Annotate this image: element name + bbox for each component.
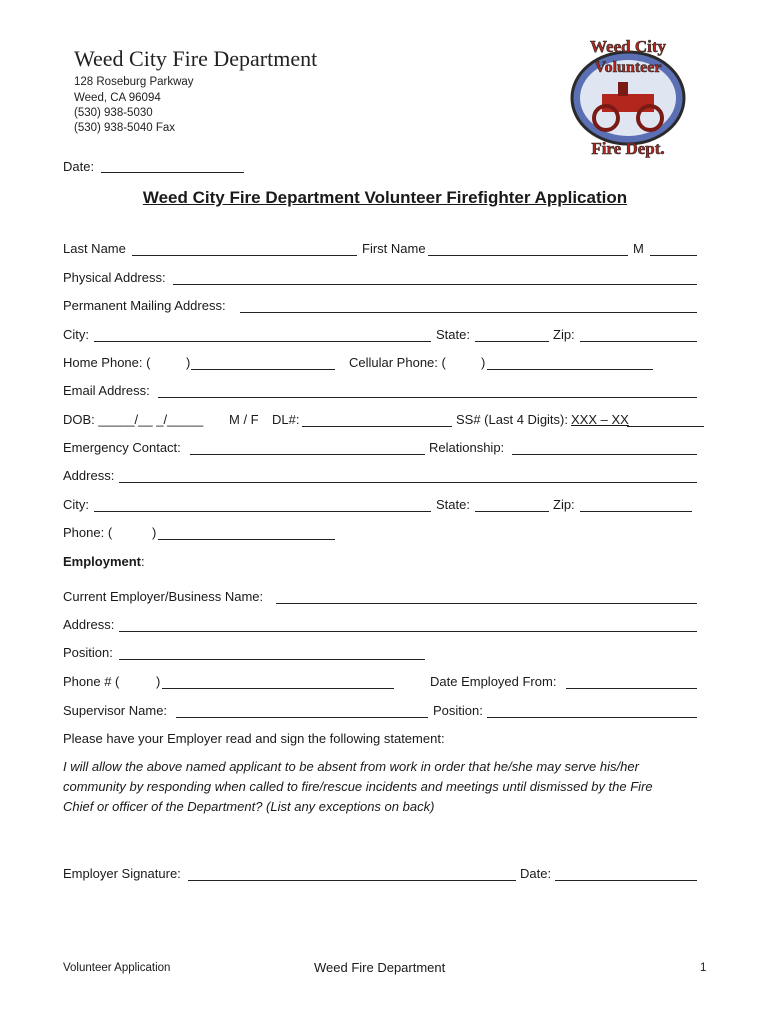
- emergency-zip-field[interactable]: [580, 511, 692, 512]
- ssn-label: SS# (Last 4 Digits):: [456, 412, 568, 427]
- cell-phone-paren: ): [481, 355, 486, 370]
- emergency-phone-field[interactable]: [158, 539, 335, 540]
- mailing-address-label: Permanent Mailing Address:: [63, 298, 226, 313]
- state-label: State:: [436, 327, 470, 342]
- date-label: Date:: [63, 159, 95, 174]
- employer-instruction: Please have your Employer read and sign the following statement:: [63, 731, 445, 746]
- last-name-label: Last Name: [63, 241, 126, 256]
- fire-dept-logo: [566, 32, 690, 160]
- email-label: Email Address:: [63, 383, 150, 398]
- phone-number: (530) 938-5030: [74, 107, 153, 119]
- first-name-field[interactable]: [428, 255, 628, 256]
- first-name-label: First Name: [362, 241, 426, 256]
- emergency-address-field[interactable]: [119, 482, 697, 483]
- logo-text-top: Weed City: [589, 37, 667, 56]
- date-employed-label: Date Employed From:: [430, 674, 557, 689]
- home-phone-field[interactable]: [191, 369, 335, 370]
- employer-signature-label: Employer Signature:: [63, 866, 181, 881]
- employment-heading: [63, 554, 145, 570]
- supervisor-label: Supervisor Name:: [63, 703, 168, 718]
- sex-options[interactable]: M / F: [229, 412, 259, 427]
- signature-date-field[interactable]: [555, 880, 697, 881]
- supervisor-field[interactable]: [176, 717, 428, 718]
- middle-initial-field[interactable]: [650, 255, 697, 256]
- address-line-1: 128 Roseburg Parkway: [74, 76, 194, 88]
- employer-address-field[interactable]: [119, 631, 697, 632]
- home-phone-paren: ): [186, 355, 191, 370]
- zip-field[interactable]: [580, 341, 697, 342]
- form-title: Weed City Fire Department Volunteer Firefighter Application: [142, 188, 628, 207]
- employer-position-label: Position:: [63, 645, 113, 660]
- department-name: Weed City Fire Department: [74, 46, 318, 71]
- employer-phone-field[interactable]: [162, 688, 394, 689]
- emergency-zip-label: Zip:: [553, 497, 575, 512]
- supervisor-position-label: Position:: [433, 703, 483, 718]
- footer-left: Volunteer Application: [63, 962, 171, 974]
- statement-line-2: community by responding when called to fire/rescue incidents and meetings until dismissed by the Fire: [63, 779, 653, 794]
- ssn-field[interactable]: [627, 426, 704, 427]
- employer-phone-label: Phone # (: [63, 674, 120, 689]
- logo-text-bottom: Fire Dept.: [591, 139, 665, 158]
- city-field[interactable]: [94, 341, 431, 342]
- address-line-2: Weed, CA 96094: [74, 92, 161, 104]
- emergency-address-label: Address:: [63, 468, 115, 483]
- emergency-city-label: City:: [63, 497, 89, 512]
- page-number: 1: [700, 962, 707, 974]
- employer-name-label: Current Employer/Business Name:: [63, 589, 264, 604]
- emergency-city-field[interactable]: [94, 511, 431, 512]
- dl-label: DL#:: [272, 412, 300, 427]
- date-employed-field[interactable]: [566, 688, 697, 689]
- employer-signature-field[interactable]: [188, 880, 516, 881]
- supervisor-position-field[interactable]: [487, 717, 697, 718]
- email-field[interactable]: [158, 397, 697, 398]
- emergency-contact-label: Emergency Contact:: [63, 440, 181, 455]
- city-label: City:: [63, 327, 89, 342]
- dob-label: DOB: _____/__ _/_____: [63, 412, 204, 427]
- zip-label: Zip:: [553, 327, 575, 342]
- physical-address-label: Physical Address:: [63, 270, 166, 285]
- employment-heading-colon: :: [141, 554, 145, 569]
- logo-text-mid: Volunteer: [594, 59, 662, 76]
- home-phone-label: Home Phone: (: [63, 355, 151, 370]
- cell-phone-field[interactable]: [487, 369, 653, 370]
- employer-name-field[interactable]: [276, 603, 697, 604]
- statement-line-1: I will allow the above named applicant to be absent from work in order that he/she may serve his/her: [63, 759, 639, 774]
- middle-initial-label: M: [633, 241, 644, 256]
- employment-heading-text: Employment: [63, 554, 142, 569]
- employer-address-label: Address:: [63, 617, 115, 632]
- emergency-contact-field[interactable]: [190, 454, 425, 455]
- last-name-field[interactable]: [132, 255, 357, 256]
- signature-date-label: Date:: [520, 866, 552, 881]
- footer-center: Weed Fire Department: [314, 960, 446, 975]
- physical-address-field[interactable]: [173, 284, 697, 285]
- statement-line-3: Chief or officer of the Department? (List any exceptions on back): [63, 799, 435, 814]
- employer-position-field[interactable]: [119, 659, 425, 660]
- date-field[interactable]: [101, 172, 244, 173]
- dl-field[interactable]: [302, 426, 452, 427]
- ssn-value: XXX – XX: [571, 412, 629, 427]
- relationship-label: Relationship:: [429, 440, 505, 455]
- emergency-phone-label: Phone: (: [63, 525, 113, 540]
- state-field[interactable]: [475, 341, 549, 342]
- mailing-address-field[interactable]: [240, 312, 697, 313]
- employer-phone-paren: ): [156, 674, 161, 689]
- emergency-state-label: State:: [436, 497, 470, 512]
- cell-phone-label: Cellular Phone: (: [349, 355, 446, 370]
- emergency-state-field[interactable]: [475, 511, 549, 512]
- emergency-phone-paren: ): [152, 525, 157, 540]
- fax-number: (530) 938-5040 Fax: [74, 122, 176, 134]
- relationship-field[interactable]: [512, 454, 697, 455]
